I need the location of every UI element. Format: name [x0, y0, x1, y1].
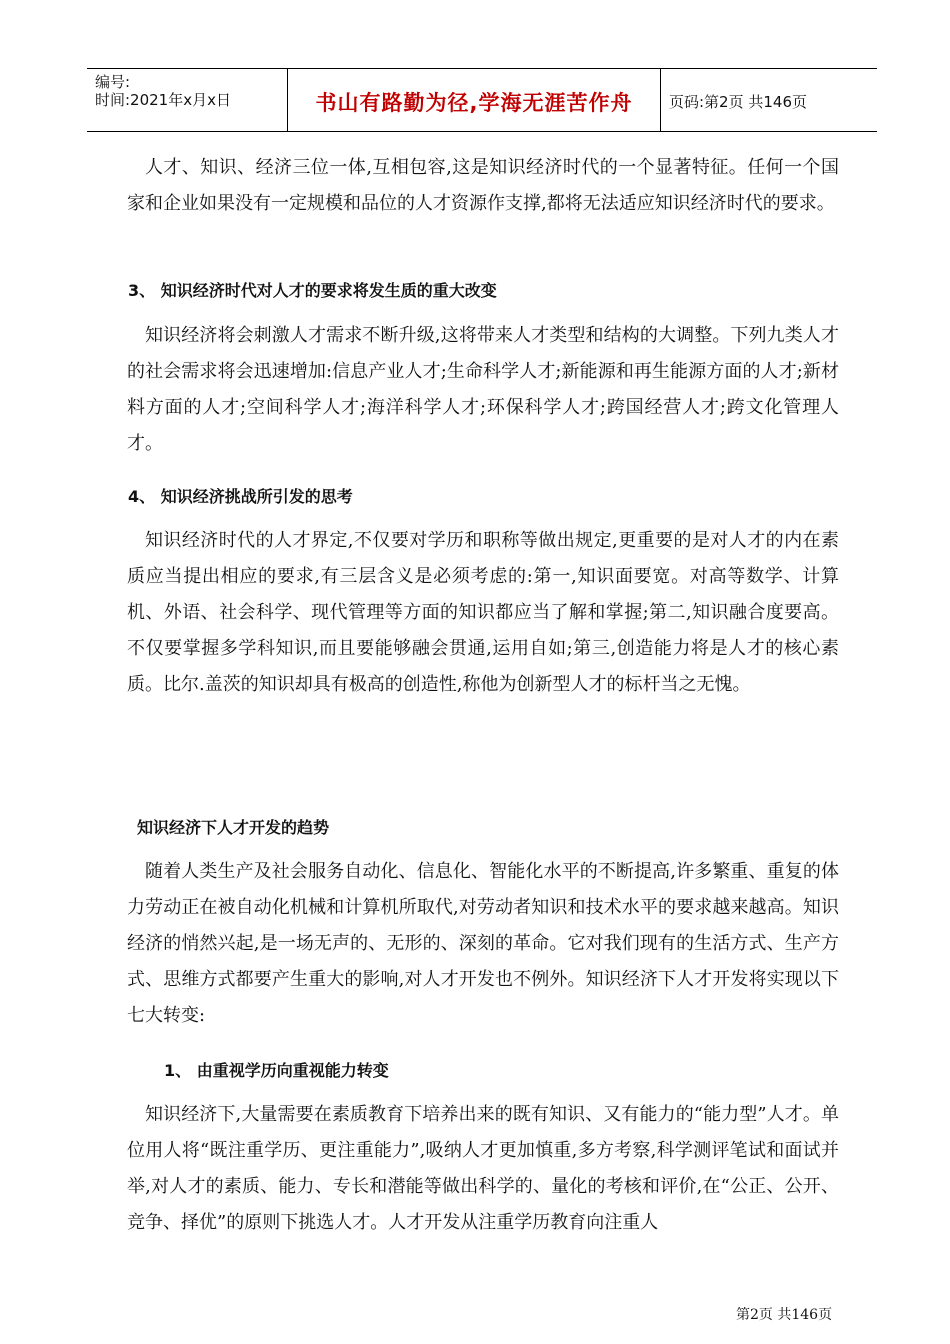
paragraph-talent-definition: 知识经济时代的人才界定,不仅要对学历和职称等做出规定,更重要的是对人才的内在素质应当提出相应的要求,有三层含义是必须考虑的:第一,知识面要宽。对高等数学、计算机、外语、社会科学、现代管理等方面的知识都应当了解和掌握;第二,知识融合度要高。不仅要掌握多学科知识,而且要能够融会贯通,运用自如;第三,创造能力将是人才的核心素质。比尔.盖茨的知识却具有极高的创造性,称他为创新型人才的标杆当之无愧。	[127, 530, 839, 695]
header-page-cell	[661, 69, 877, 131]
paragraph-intro: 人才、知识、经济三位一体,互相包容,这是知识经济时代的一个显著特征。任何一个国家和企业如果没有一定规模和品位的人才资源作支撑,都将无法适应知识经济时代的要求。	[127, 157, 839, 214]
footer-page-number: 第2页 共146页	[736, 1307, 833, 1323]
document-header	[87, 68, 877, 132]
header-motto-cell	[288, 69, 661, 131]
heading-4-reflections: 4、 知识经济挑战所引发的思考	[128, 487, 353, 506]
heading-1-ability-shift: 1、 由重视学历向重视能力转变	[164, 1061, 389, 1080]
document-time-label: 时间:2021年x月x日	[95, 91, 231, 109]
header-meta-cell	[87, 69, 288, 131]
section-title: 知识经济下人才开发的趋势	[137, 818, 330, 837]
paragraph-trends: 随着人类生产及社会服务自动化、信息化、智能化水平的不断提高,许多繁重、重复的体力劳动正在被自动化机械和计算机所取代,对劳动者知识和技术水平的要求越来越高。知识经济的悄然兴起,是一场无声的、无形的、深刻的革命。它对我们现有的生活方式、生产方式、思维方式都要产生重大的影响,对人才开发也不例外。知识经济下人才开发将实现以下七大转变:	[127, 861, 839, 1026]
header-motto: 书山有路勤为径,学海无涯苦作舟	[315, 91, 633, 115]
paragraph-ability: 知识经济下,大量需要在素质教育下培养出来的既有知识、又有能力的“能力型”人才。单位用人将“既注重学历、更注重能力”,吸纳人才更加慎重,多方考察,科学测评笔试和面试并举,对人才的素质、能力、专长和潜能等做出科学的、量化的考核和评价,在“公正、公开、竞争、择优”的原则下挑选人才。人才开发从注重学历教育向注重人	[127, 1104, 839, 1233]
heading-3-talent-requirements: 3、 知识经济时代对人才的要求将发生质的重大改变	[128, 281, 497, 300]
paragraph-talent-demand: 知识经济将会刺激人才需求不断升级,这将带来人才类型和结构的大调整。下列九类人才的社会需求将会迅速增加:信息产业人才;生命科学人才;新能源和再生能源方面的人才;新材料方面的人才;空间科学人才;海洋科学人才;环保科学人才;跨国经营人才;跨文化管理人才。	[127, 325, 839, 454]
header-page-number: 页码:第2页 共146页	[669, 93, 807, 111]
document-number-label: 编号:	[95, 73, 131, 91]
